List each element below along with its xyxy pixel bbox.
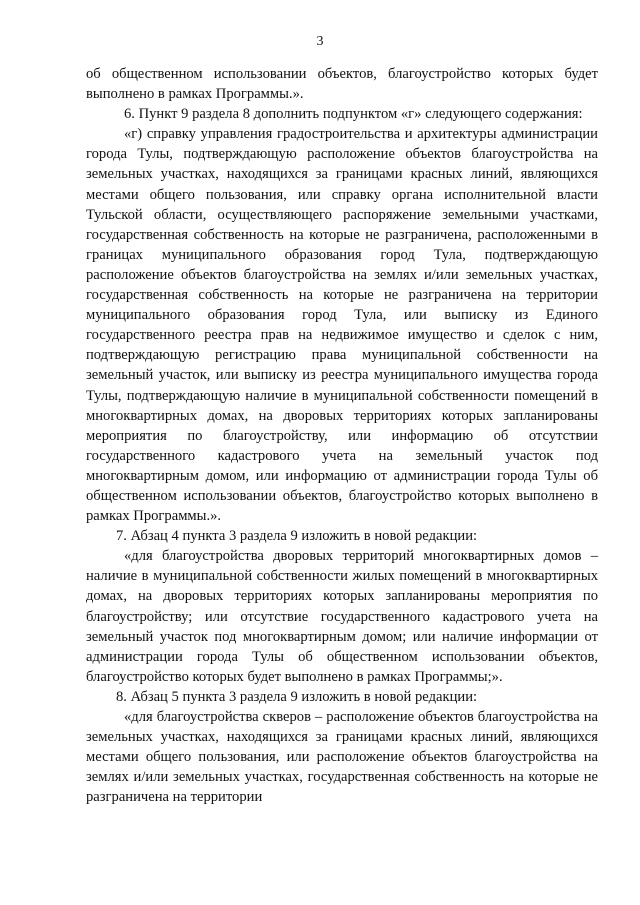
paragraph-subitem-g: «г) справку управления градостроительства и архитектуры администрации города Тулы, подтверждающую расположение объектов благоустройства на земельных участках, находящихся за границами красных линий, являющихся местами общего пользования, или справку органа исполнительной власти Тульской области, осуществляющего распоряжение земельными участками, государственная собственность на которые не разграничена, расположенными в границах муниципального образования город Тула, подтверждающую расположение объектов благоустройства на землях и/или земельных участках, государственная собственность на которые не разграничена на территории муниципального образования город Тула, или выписку из Единого государственного реестра прав на недвижимое имущество и сделок с ним, подтверждающую регистрацию права муниципальной собственности на земельный участок, или выписку из реестра муниципального имущества города Тулы, подтверждающую наличие в муниципальной собственности помещений в многоквартирных домах, на дворовых территориях которых запланированы мероприятия по благоустройству, или информацию об отсутствии государственного кадастрового учета на земельный участок под многоквартирным домом, или информацию от администрации города Тулы об общественном использовании объектов, благоустройство которых выполнено в рамках Программы.». xyxy=(86,126,598,525)
paragraph-item-8: 8. Абзац 5 пункта 3 раздела 9 изложить в новой редакции: xyxy=(116,688,478,705)
document-body xyxy=(86,64,598,807)
paragraph-item-8-text: «для благоустройства скверов – расположение объектов благоустройства на земельных участках, находящихся за границами красных линий, являющихся местами общего пользования, или расположение объектов благоустройства на землях и/или земельных участках, государственная собственность на которые не разграничена на территории xyxy=(86,709,598,806)
paragraph-item-6: 6. Пункт 9 раздела 8 дополнить подпунктом «г» следующего содержания: xyxy=(124,106,583,123)
page-number: 3 xyxy=(316,34,324,49)
paragraph-item-7-text: «для благоустройства дворовых территорий многоквартирных домов – наличие в муниципальной собственности жилых помещений в многоквартирных домах, на дворовых территориях которых запланированы мероприятия по благоустройству; или отсутствие государственного кадастрового учета на земельный участок под многоквартирным домом; или наличие информации от администрации города Тулы об общественном использовании объектов, благоустройство которых будет выполнено в рамках Программы;». xyxy=(86,548,598,685)
paragraph-continuation: об общественном использовании объектов, благоустройство которых будет выполнено в рамках Программы.». xyxy=(86,66,598,103)
paragraph-item-7: 7. Абзац 4 пункта 3 раздела 9 изложить в новой редакции: xyxy=(116,528,478,545)
